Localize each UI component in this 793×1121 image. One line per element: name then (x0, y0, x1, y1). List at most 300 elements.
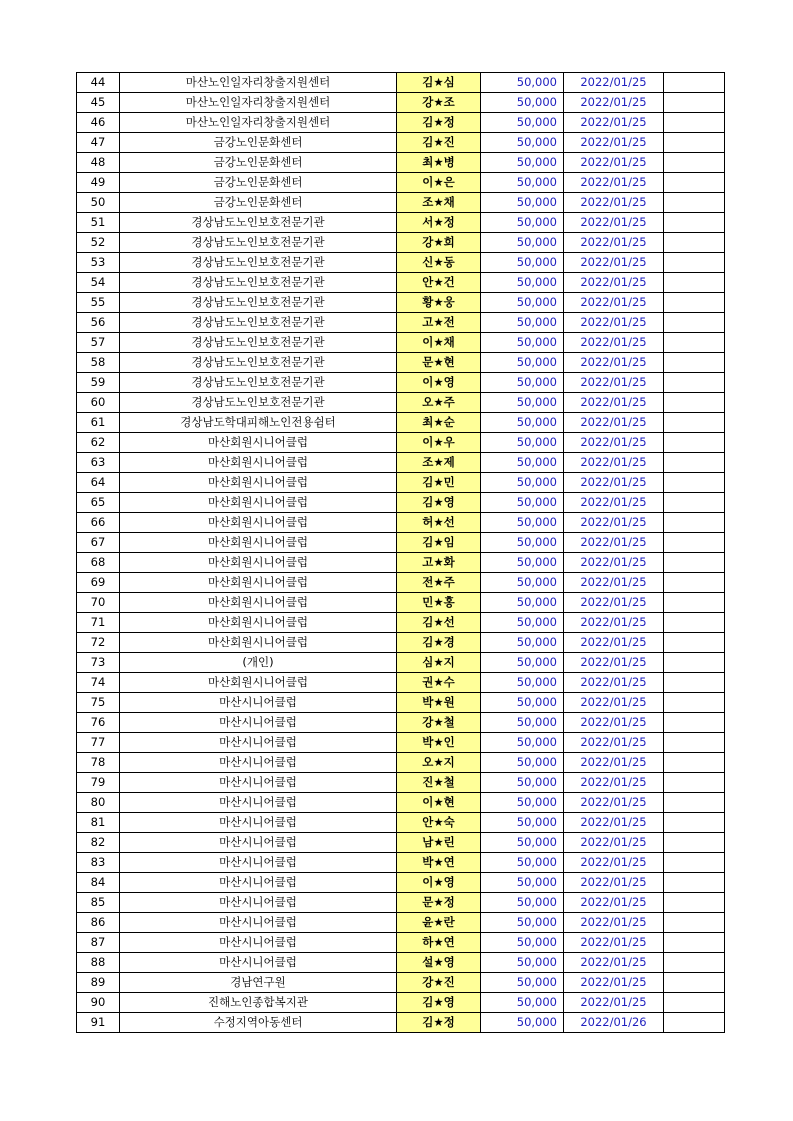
donor-name: 서★정 (397, 213, 481, 233)
donation-ledger-page (76, 72, 725, 1033)
table-row (77, 993, 725, 1013)
row-number: 45 (77, 93, 120, 113)
note-cell (664, 753, 725, 773)
organization-name: 마산시니어클럽 (120, 913, 397, 933)
donation-date: 2022/01/25 (564, 453, 664, 473)
organization-name: 경상남도노인보호전문기관 (120, 333, 397, 353)
donor-name: 김★정 (397, 113, 481, 133)
donation-date: 2022/01/25 (564, 533, 664, 553)
note-cell (664, 133, 725, 153)
table-row (77, 753, 725, 773)
row-number: 85 (77, 893, 120, 913)
row-number: 82 (77, 833, 120, 853)
donation-date: 2022/01/25 (564, 193, 664, 213)
donation-date: 2022/01/25 (564, 513, 664, 533)
note-cell (664, 393, 725, 413)
donation-amount: 50,000 (481, 473, 564, 493)
row-number: 77 (77, 733, 120, 753)
note-cell (664, 933, 725, 953)
donation-amount: 50,000 (481, 493, 564, 513)
organization-name: 마산시니어클럽 (120, 793, 397, 813)
table-row (77, 953, 725, 973)
donor-name: 박★원 (397, 693, 481, 713)
donation-amount: 50,000 (481, 653, 564, 673)
donor-name: 이★우 (397, 433, 481, 453)
table-row (77, 1013, 725, 1033)
donation-amount: 50,000 (481, 873, 564, 893)
donation-amount: 50,000 (481, 693, 564, 713)
donation-date: 2022/01/25 (564, 953, 664, 973)
donation-amount: 50,000 (481, 853, 564, 873)
donation-date: 2022/01/25 (564, 713, 664, 733)
note-cell (664, 353, 725, 373)
note-cell (664, 673, 725, 693)
donation-amount: 50,000 (481, 253, 564, 273)
donation-amount: 50,000 (481, 753, 564, 773)
note-cell (664, 313, 725, 333)
organization-name: 경상남도노인보호전문기관 (120, 393, 397, 413)
note-cell (664, 693, 725, 713)
row-number: 66 (77, 513, 120, 533)
row-number: 58 (77, 353, 120, 373)
row-number: 61 (77, 413, 120, 433)
donation-date: 2022/01/25 (564, 93, 664, 113)
donor-name: 박★인 (397, 733, 481, 753)
note-cell (664, 793, 725, 813)
table-row (77, 673, 725, 693)
organization-name: 경상남도노인보호전문기관 (120, 273, 397, 293)
note-cell (664, 833, 725, 853)
organization-name: 경상남도학대피해노인전용쉼터 (120, 413, 397, 433)
donation-date: 2022/01/25 (564, 853, 664, 873)
donation-amount: 50,000 (481, 713, 564, 733)
row-number: 89 (77, 973, 120, 993)
donation-date: 2022/01/25 (564, 793, 664, 813)
donation-amount: 50,000 (481, 433, 564, 453)
note-cell (664, 433, 725, 453)
donation-date: 2022/01/25 (564, 473, 664, 493)
donor-name: 강★철 (397, 713, 481, 733)
organization-name: 경상남도노인보호전문기관 (120, 233, 397, 253)
note-cell (664, 193, 725, 213)
row-number: 68 (77, 553, 120, 573)
donor-name: 이★현 (397, 793, 481, 813)
organization-name: 마산회원시니어클럽 (120, 453, 397, 473)
donation-date: 2022/01/25 (564, 273, 664, 293)
donation-amount: 50,000 (481, 333, 564, 353)
donor-name: 강★희 (397, 233, 481, 253)
table-row (77, 193, 725, 213)
note-cell (664, 333, 725, 353)
donor-name: 이★채 (397, 333, 481, 353)
row-number: 60 (77, 393, 120, 413)
donation-date: 2022/01/25 (564, 293, 664, 313)
note-cell (664, 253, 725, 273)
donation-table (76, 72, 725, 1033)
donation-date: 2022/01/25 (564, 933, 664, 953)
donation-amount: 50,000 (481, 233, 564, 253)
donation-amount: 50,000 (481, 793, 564, 813)
note-cell (664, 913, 725, 933)
table-row (77, 473, 725, 493)
donation-amount: 50,000 (481, 1013, 564, 1033)
row-number: 88 (77, 953, 120, 973)
note-cell (664, 453, 725, 473)
note-cell (664, 113, 725, 133)
donor-name: 김★선 (397, 613, 481, 633)
row-number: 80 (77, 793, 120, 813)
donor-name: 윤★란 (397, 913, 481, 933)
organization-name: 마산시니어클럽 (120, 813, 397, 833)
organization-name: 수정지역아동센터 (120, 1013, 397, 1033)
table-row (77, 553, 725, 573)
donation-date: 2022/01/25 (564, 413, 664, 433)
organization-name: 마산회원시니어클럽 (120, 633, 397, 653)
organization-name: 마산회원시니어클럽 (120, 433, 397, 453)
note-cell (664, 153, 725, 173)
donation-date: 2022/01/25 (564, 993, 664, 1013)
donation-amount: 50,000 (481, 293, 564, 313)
organization-name: 마산시니어클럽 (120, 953, 397, 973)
organization-name: 마산회원시니어클럽 (120, 473, 397, 493)
donation-amount: 50,000 (481, 313, 564, 333)
donation-amount: 50,000 (481, 173, 564, 193)
organization-name: 마산회원시니어클럽 (120, 553, 397, 573)
row-number: 71 (77, 613, 120, 633)
table-row (77, 913, 725, 933)
donation-date: 2022/01/25 (564, 893, 664, 913)
row-number: 90 (77, 993, 120, 1013)
donor-name: 안★숙 (397, 813, 481, 833)
row-number: 46 (77, 113, 120, 133)
donation-date: 2022/01/25 (564, 113, 664, 133)
donor-name: 최★병 (397, 153, 481, 173)
donation-amount: 50,000 (481, 213, 564, 233)
table-row (77, 873, 725, 893)
note-cell (664, 213, 725, 233)
row-number: 91 (77, 1013, 120, 1033)
donation-amount: 50,000 (481, 933, 564, 953)
donation-amount: 50,000 (481, 573, 564, 593)
donation-date: 2022/01/25 (564, 573, 664, 593)
table-row (77, 413, 725, 433)
note-cell (664, 273, 725, 293)
donor-name: 김★진 (397, 133, 481, 153)
donation-amount: 50,000 (481, 633, 564, 653)
donation-amount: 50,000 (481, 393, 564, 413)
donor-name: 오★주 (397, 393, 481, 413)
organization-name: 마산노인일자리창출지원센터 (120, 73, 397, 93)
table-row (77, 593, 725, 613)
row-number: 67 (77, 533, 120, 553)
table-row (77, 493, 725, 513)
table-row (77, 233, 725, 253)
note-cell (664, 413, 725, 433)
donation-amount: 50,000 (481, 893, 564, 913)
donation-date: 2022/01/25 (564, 633, 664, 653)
donation-amount: 50,000 (481, 353, 564, 373)
organization-name: 마산시니어클럽 (120, 893, 397, 913)
row-number: 81 (77, 813, 120, 833)
table-row (77, 933, 725, 953)
table-row (77, 393, 725, 413)
row-number: 70 (77, 593, 120, 613)
donation-amount: 50,000 (481, 593, 564, 613)
note-cell (664, 473, 725, 493)
row-number: 62 (77, 433, 120, 453)
donation-amount: 50,000 (481, 733, 564, 753)
table-row (77, 693, 725, 713)
row-number: 50 (77, 193, 120, 213)
donation-date: 2022/01/25 (564, 133, 664, 153)
table-row (77, 213, 725, 233)
donation-amount: 50,000 (481, 513, 564, 533)
donor-name: 설★영 (397, 953, 481, 973)
donation-date: 2022/01/25 (564, 813, 664, 833)
donation-date: 2022/01/25 (564, 73, 664, 93)
table-row (77, 773, 725, 793)
donation-date: 2022/01/25 (564, 213, 664, 233)
donation-date: 2022/01/25 (564, 233, 664, 253)
donor-name: 민★홍 (397, 593, 481, 613)
donor-name: 강★진 (397, 973, 481, 993)
donor-name: 오★지 (397, 753, 481, 773)
organization-name: 마산회원시니어클럽 (120, 573, 397, 593)
note-cell (664, 853, 725, 873)
donation-amount: 50,000 (481, 453, 564, 473)
donor-name: 고★전 (397, 313, 481, 333)
row-number: 69 (77, 573, 120, 593)
donation-date: 2022/01/25 (564, 433, 664, 453)
row-number: 86 (77, 913, 120, 933)
table-row (77, 893, 725, 913)
organization-name: 마산시니어클럽 (120, 773, 397, 793)
row-number: 72 (77, 633, 120, 653)
note-cell (664, 953, 725, 973)
note-cell (664, 593, 725, 613)
donation-amount: 50,000 (481, 953, 564, 973)
donation-date: 2022/01/25 (564, 253, 664, 273)
donor-name: 신★동 (397, 253, 481, 273)
donation-date: 2022/01/25 (564, 553, 664, 573)
donation-amount: 50,000 (481, 973, 564, 993)
organization-name: 마산노인일자리창출지원센터 (120, 113, 397, 133)
donation-date: 2022/01/25 (564, 173, 664, 193)
row-number: 47 (77, 133, 120, 153)
organization-name: 금강노인문화센터 (120, 193, 397, 213)
organization-name: 경상남도노인보호전문기관 (120, 373, 397, 393)
table-row (77, 833, 725, 853)
donation-amount: 50,000 (481, 993, 564, 1013)
note-cell (664, 533, 725, 553)
donor-name: 이★은 (397, 173, 481, 193)
note-cell (664, 513, 725, 533)
organization-name: 진해노인종합복지관 (120, 993, 397, 1013)
organization-name: 경상남도노인보호전문기관 (120, 313, 397, 333)
donation-amount: 50,000 (481, 833, 564, 853)
note-cell (664, 633, 725, 653)
note-cell (664, 993, 725, 1013)
row-number: 56 (77, 313, 120, 333)
organization-name: 경상남도노인보호전문기관 (120, 213, 397, 233)
donor-name: 심★지 (397, 653, 481, 673)
donor-name: 문★정 (397, 893, 481, 913)
row-number: 73 (77, 653, 120, 673)
donation-date: 2022/01/25 (564, 153, 664, 173)
table-row (77, 813, 725, 833)
table-row (77, 713, 725, 733)
organization-name: 경상남도노인보호전문기관 (120, 293, 397, 313)
row-number: 53 (77, 253, 120, 273)
note-cell (664, 613, 725, 633)
table-row (77, 853, 725, 873)
note-cell (664, 653, 725, 673)
donation-date: 2022/01/25 (564, 393, 664, 413)
note-cell (664, 733, 725, 753)
table-row (77, 733, 725, 753)
organization-name: 마산회원시니어클럽 (120, 533, 397, 553)
donor-name: 남★린 (397, 833, 481, 853)
row-number: 84 (77, 873, 120, 893)
donor-name: 김★임 (397, 533, 481, 553)
donor-name: 김★정 (397, 1013, 481, 1033)
donation-date: 2022/01/25 (564, 613, 664, 633)
organization-name: 마산시니어클럽 (120, 713, 397, 733)
organization-name: 마산시니어클럽 (120, 833, 397, 853)
table-row (77, 313, 725, 333)
donation-date: 2022/01/25 (564, 593, 664, 613)
donation-date: 2022/01/26 (564, 1013, 664, 1033)
row-number: 65 (77, 493, 120, 513)
table-row (77, 253, 725, 273)
note-cell (664, 233, 725, 253)
note-cell (664, 773, 725, 793)
donation-amount: 50,000 (481, 113, 564, 133)
table-row (77, 153, 725, 173)
note-cell (664, 893, 725, 913)
donation-date: 2022/01/25 (564, 313, 664, 333)
organization-name: (개인) (120, 653, 397, 673)
row-number: 55 (77, 293, 120, 313)
donation-amount: 50,000 (481, 813, 564, 833)
table-row (77, 653, 725, 673)
donation-amount: 50,000 (481, 613, 564, 633)
donor-name: 황★웅 (397, 293, 481, 313)
row-number: 83 (77, 853, 120, 873)
table-row (77, 133, 725, 153)
donation-date: 2022/01/25 (564, 353, 664, 373)
donation-table-body (77, 73, 725, 1033)
donor-name: 조★채 (397, 193, 481, 213)
donation-date: 2022/01/25 (564, 693, 664, 713)
donation-amount: 50,000 (481, 553, 564, 573)
table-row (77, 973, 725, 993)
table-row (77, 333, 725, 353)
note-cell (664, 553, 725, 573)
donation-amount: 50,000 (481, 913, 564, 933)
donation-amount: 50,000 (481, 673, 564, 693)
donation-date: 2022/01/25 (564, 493, 664, 513)
row-number: 49 (77, 173, 120, 193)
note-cell (664, 93, 725, 113)
donor-name: 권★수 (397, 673, 481, 693)
note-cell (664, 873, 725, 893)
organization-name: 경상남도노인보호전문기관 (120, 353, 397, 373)
table-row (77, 433, 725, 453)
donor-name: 허★선 (397, 513, 481, 533)
organization-name: 경상남도노인보호전문기관 (120, 253, 397, 273)
donation-date: 2022/01/25 (564, 733, 664, 753)
donor-name: 안★건 (397, 273, 481, 293)
table-row (77, 373, 725, 393)
donor-name: 김★영 (397, 493, 481, 513)
row-number: 76 (77, 713, 120, 733)
donation-date: 2022/01/25 (564, 973, 664, 993)
organization-name: 마산시니어클럽 (120, 933, 397, 953)
note-cell (664, 573, 725, 593)
donation-date: 2022/01/25 (564, 673, 664, 693)
note-cell (664, 1013, 725, 1033)
table-row (77, 533, 725, 553)
table-row (77, 613, 725, 633)
organization-name: 마산시니어클럽 (120, 693, 397, 713)
row-number: 64 (77, 473, 120, 493)
row-number: 44 (77, 73, 120, 93)
donation-date: 2022/01/25 (564, 333, 664, 353)
donor-name: 하★연 (397, 933, 481, 953)
row-number: 75 (77, 693, 120, 713)
organization-name: 마산시니어클럽 (120, 753, 397, 773)
donor-name: 최★순 (397, 413, 481, 433)
donation-amount: 50,000 (481, 133, 564, 153)
donation-date: 2022/01/25 (564, 913, 664, 933)
organization-name: 경남연구원 (120, 973, 397, 993)
donor-name: 김★경 (397, 633, 481, 653)
organization-name: 마산시니어클럽 (120, 853, 397, 873)
note-cell (664, 173, 725, 193)
donation-amount: 50,000 (481, 413, 564, 433)
donation-amount: 50,000 (481, 373, 564, 393)
organization-name: 마산시니어클럽 (120, 733, 397, 753)
donation-date: 2022/01/25 (564, 873, 664, 893)
donor-name: 전★주 (397, 573, 481, 593)
table-row (77, 633, 725, 653)
row-number: 48 (77, 153, 120, 173)
note-cell (664, 973, 725, 993)
row-number: 52 (77, 233, 120, 253)
donor-name: 김★영 (397, 993, 481, 1013)
donation-amount: 50,000 (481, 73, 564, 93)
table-row (77, 93, 725, 113)
table-row (77, 573, 725, 593)
note-cell (664, 293, 725, 313)
row-number: 57 (77, 333, 120, 353)
donation-amount: 50,000 (481, 193, 564, 213)
donor-name: 이★영 (397, 373, 481, 393)
donation-date: 2022/01/25 (564, 773, 664, 793)
organization-name: 마산시니어클럽 (120, 873, 397, 893)
donation-amount: 50,000 (481, 533, 564, 553)
donation-date: 2022/01/25 (564, 653, 664, 673)
organization-name: 마산회원시니어클럽 (120, 673, 397, 693)
table-row (77, 73, 725, 93)
table-row (77, 353, 725, 373)
table-row (77, 173, 725, 193)
row-number: 63 (77, 453, 120, 473)
row-number: 78 (77, 753, 120, 773)
note-cell (664, 493, 725, 513)
organization-name: 마산회원시니어클럽 (120, 613, 397, 633)
